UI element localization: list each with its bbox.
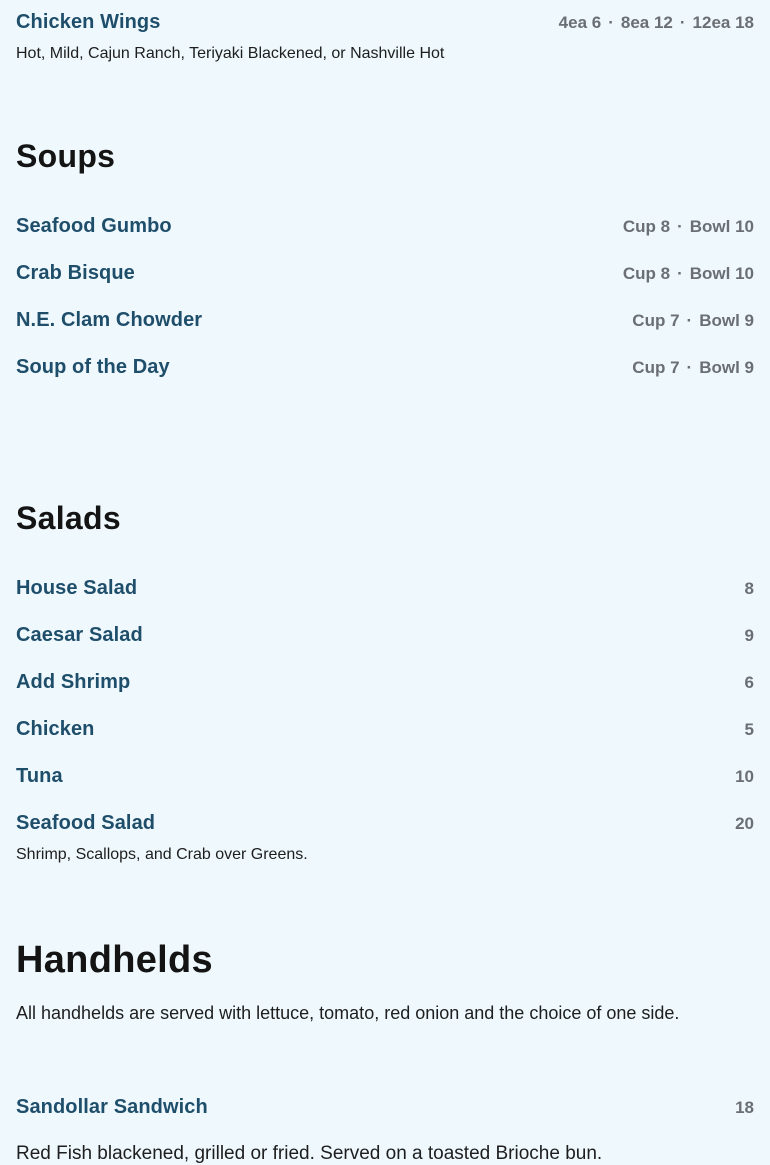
price-separator: · (679, 13, 686, 32)
price-separator: · (686, 358, 693, 377)
item-name: Crab Bisque (16, 262, 135, 284)
item-description: Hot, Mild, Cajun Ranch, Teriyaki Blackened, or Nashville Hot (16, 45, 445, 62)
item-name: N.E. Clam Chowder (16, 309, 203, 331)
item-price: 5 (744, 720, 754, 739)
item-name: Caesar Salad (16, 624, 143, 646)
item-name: Chicken Wings (16, 11, 161, 33)
item-price: 18 (735, 1098, 754, 1117)
item-name: Chicken (16, 718, 95, 740)
price-option: Bowl 9 (699, 358, 754, 377)
section-title-handhelds: Handhelds (16, 939, 213, 981)
item-description: Shrimp, Scallops, and Crab over Greens. (16, 846, 308, 863)
item-name: Soup of the Day (16, 356, 170, 378)
item-price: 6 (744, 673, 754, 692)
price-option: Cup 8 (622, 217, 671, 236)
price-option: 8ea 12 (620, 13, 673, 32)
item-name: Sandollar Sandwich (16, 1096, 208, 1118)
item-name: Seafood Gumbo (16, 215, 172, 237)
item-price: 10 (735, 767, 754, 786)
price-option: 12ea 18 (692, 13, 754, 32)
price-option: Cup 7 (632, 358, 680, 377)
item-price (632, 311, 754, 331)
item-price: 20 (735, 814, 754, 833)
section-title-soups: Soups (16, 138, 116, 174)
price-separator: · (677, 264, 683, 283)
price-separator: · (677, 217, 683, 236)
price-option: Bowl 10 (689, 217, 754, 236)
item-price: 8 (744, 579, 754, 598)
item-name: Add Shrimp (16, 671, 131, 693)
item-price: 9 (744, 626, 754, 645)
price-separator: · (686, 311, 693, 330)
section-note: All handhelds are served with lettuce, tomato, red onion and the choice of one side. (16, 1003, 680, 1023)
item-price (623, 217, 754, 237)
price-separator: · (608, 13, 614, 32)
item-price (623, 264, 754, 284)
price-option: Cup 8 (622, 264, 671, 283)
item-name: Seafood Salad (16, 812, 156, 834)
item-name: House Salad (16, 577, 138, 599)
price-option: Bowl 10 (689, 264, 754, 283)
price-option: Cup 7 (632, 311, 680, 330)
price-option: 4ea 6 (558, 13, 602, 32)
item-price (632, 358, 754, 378)
price-option: Bowl 9 (699, 311, 754, 330)
item-description: Red Fish blackened, grilled or fried. Served on a toasted Brioche bun. (16, 1143, 603, 1164)
item-price (559, 13, 754, 33)
item-name: Tuna (16, 765, 63, 787)
section-title-salads: Salads (16, 500, 121, 536)
